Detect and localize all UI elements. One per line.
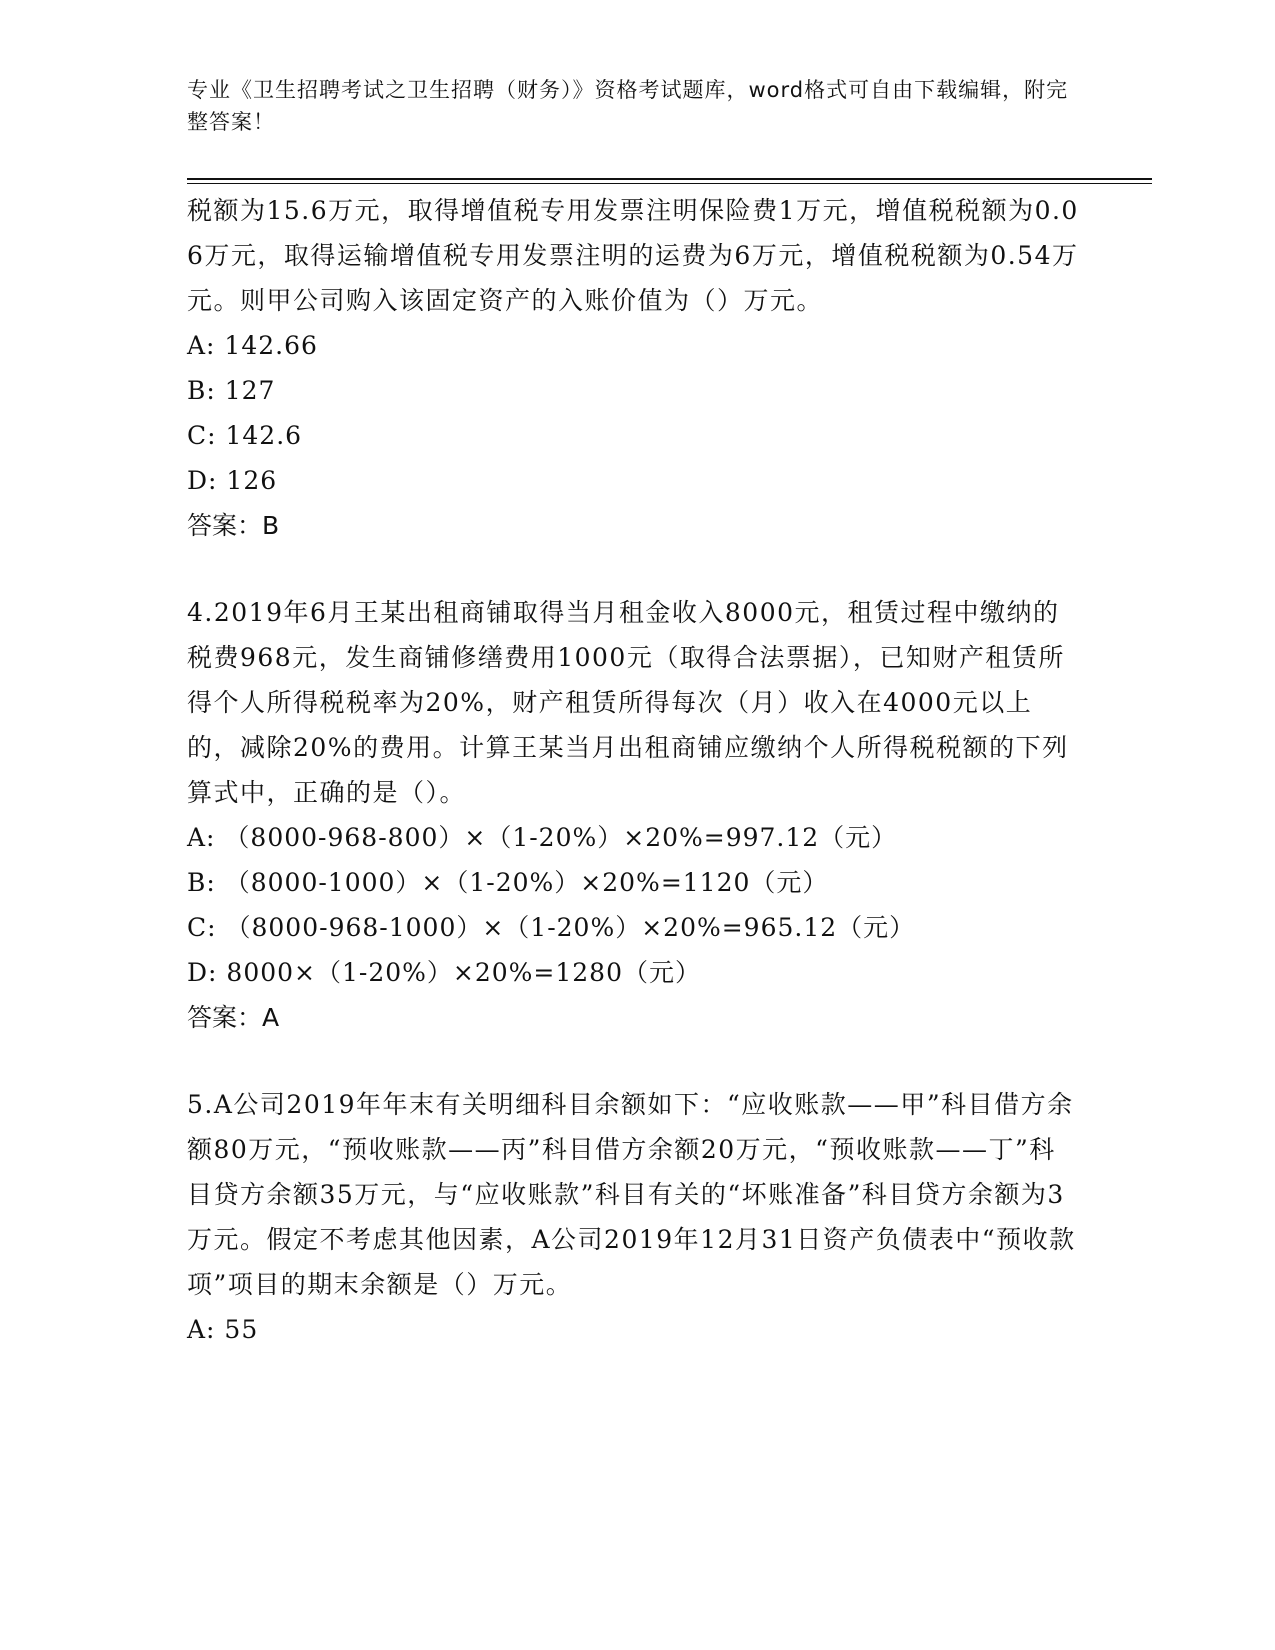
question-3-option-b: B: 127 (187, 376, 276, 405)
question-3 (187, 188, 1082, 548)
header-text: 专业《卫生招聘考试之卫生招聘（财务）》资格考试题库，word格式可自由下载编辑，附完整答案！ (187, 78, 1069, 134)
question-3-option-c: C: 142.6 (187, 421, 303, 450)
question-4-option-d: D: 8000×（1-20%）×20%=1280（元） (187, 958, 701, 987)
header-divider-thin (187, 183, 1152, 184)
question-5 (187, 1082, 1082, 1352)
question-5-option-a: A: 55 (187, 1315, 259, 1344)
question-3-option-a: A: 142.66 (187, 331, 318, 360)
question-4-answer: 答案：A (187, 1003, 280, 1032)
question-3-answer: 答案：B (187, 511, 280, 540)
question-4-stem: 4.2019年6月王某出租商铺取得当月租金收入8000元，租赁过程中缴纳的税费968元，发生商铺修缮费用1000元（取得合法票据），已知财产租赁所得个人所得税税率为20%，财产租赁所得每次（月）收入在4000元以上的，减除20%的费用。计算王某当月出租商铺应缴纳个人所得税税额的下列算式中，正确的是（）。 (187, 598, 1069, 807)
question-4-option-c: C: （8000-968-1000）×（1-20%）×20%=965.12（元） (187, 913, 916, 942)
header-divider-thick (187, 178, 1152, 180)
question-5-stem: 5.A公司2019年年末有关明细科目余额如下：“应收账款——甲”科目借方余额80万元，“预收账款——丙”科目借方余额20万元，“预收账款——丁”科目贷方余额35万元，与“应收账款”科目有关的“坏账准备”科目贷方余额为3万元。假定不考虑其他因素，A公司2019年12月31日资产负债表中“预收款项”项目的期末余额是（）万元。 (187, 1090, 1076, 1299)
question-4-option-a: A: （8000-968-800）×（1-20%）×20%=997.12（元） (187, 823, 898, 852)
question-4-option-b: B: （8000-1000）×（1-20%）×20%=1120（元） (187, 868, 829, 897)
question-4 (187, 590, 1082, 1040)
question-3-stem: 税额为15.6万元，取得增值税专用发票注明保险费1万元，增值税税额为0.06万元，取得运输增值税专用发票注明的运费为6万元，增值税税额为0.54万元。则甲公司购入该固定资产的入账价值为（）万元。 (187, 196, 1079, 315)
question-3-option-d: D: 126 (187, 466, 278, 495)
document-body (187, 188, 1082, 1352)
page-header (187, 74, 1087, 138)
